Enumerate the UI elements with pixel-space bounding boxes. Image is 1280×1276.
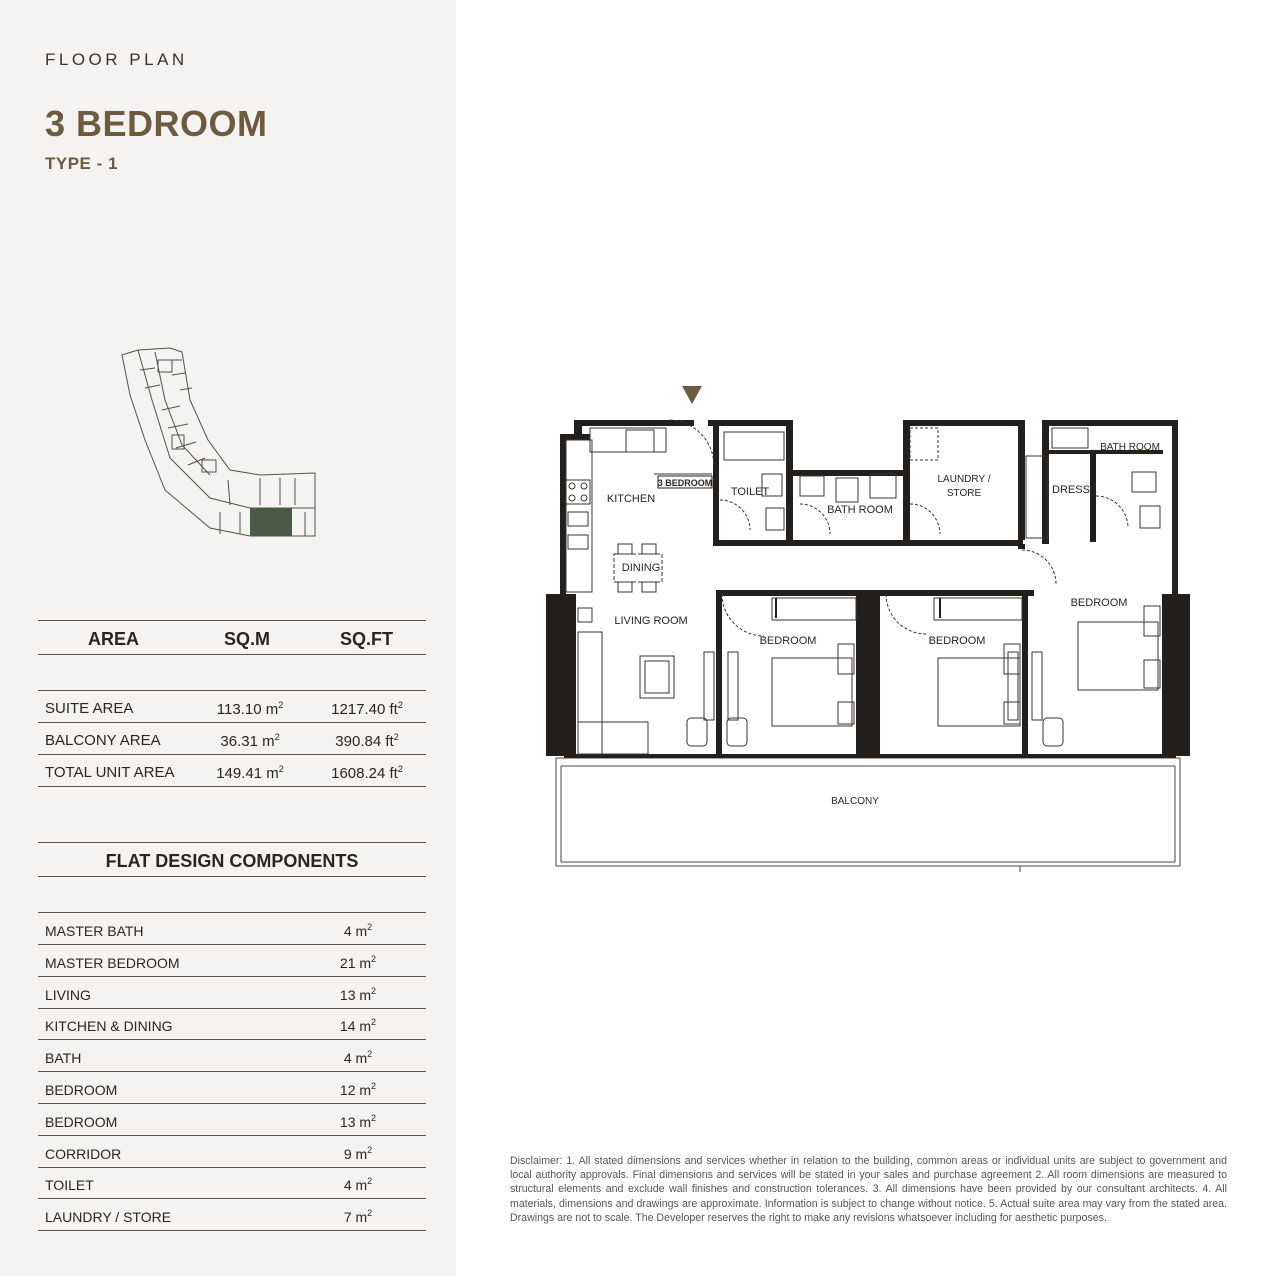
component-name: MASTER BATH (45, 923, 144, 939)
component-row (38, 1039, 426, 1072)
label-dining: DINING (621, 562, 661, 574)
balcony-area (556, 758, 1180, 872)
component-area: 4 $m^2$ (343, 922, 373, 939)
section-eyebrow: FLOOR PLAN (45, 50, 188, 69)
components-title: FLAT DESIGN COMPONENTS (105, 851, 359, 871)
label-balcony: BALCONY (831, 796, 879, 807)
label-toilet: TOILET (730, 486, 770, 498)
sqm-header: SQ.M (224, 629, 271, 649)
left-info-panel (0, 0, 456, 1276)
label-living: LIVING ROOM (614, 615, 688, 627)
component-area: 21 $m^2$ (339, 953, 377, 971)
component-name: KITCHEN & DINING (45, 1018, 173, 1035)
total-area-label: TOTAL UNIT AREA (45, 764, 175, 781)
component-row (38, 912, 426, 945)
label-bath-2: BATH ROOM (1100, 442, 1160, 453)
component-area: 4 $m^2$ (343, 1049, 373, 1067)
page-subtitle: TYPE - 1 (45, 154, 118, 173)
component-area: 14 $m^2$ (339, 1017, 377, 1035)
sqft-header: SQ.FT (340, 629, 393, 649)
component-row (38, 1103, 426, 1136)
component-row (38, 1071, 426, 1104)
disclaimer-text: Disclaimer: 1. All stated dimensions and services whether in relation to the building, common areas or individual units are subject to government and local authority approvals. Final dimensions and services will be stated in your sales and purchase agreement 2. All room dimensions are measured to structural elements and exclude wall finishes and construction tolerances. 3. All dimensions have been provided by our consultant architects. 4. All materials, dimensions and drawings are approximate. Information is subject to change without notice. 5. Actual suite area may vary from the stated area. Drawings are not to scale. The Developer reserves the right to make any revisions whatsoever including for aesthetic purposes. (510, 1155, 1227, 1224)
label-bedroom-1: BEDROOM (759, 635, 817, 647)
suite-area-sqm: 113.10 $m^2$ (216, 700, 284, 718)
component-name: BEDROOM (45, 1113, 118, 1130)
balcony-area-sqm: 36.31 $m^2$ (220, 732, 280, 750)
label-laundry-1: LAUNDRY / (937, 474, 991, 485)
page-title: 3 BEDROOM (45, 103, 268, 144)
component-name: LAUNDRY / STORE (45, 1209, 172, 1226)
component-area: 7 $m^2$ (343, 1208, 373, 1226)
component-row (38, 976, 426, 1009)
label-bedroom-3: BEDROOM (1070, 597, 1128, 609)
component-row (38, 1166, 426, 1199)
label-laundry-2: STORE (946, 488, 982, 499)
component-name: BATH (45, 1050, 82, 1067)
component-row (38, 1007, 426, 1040)
balcony-area-sqft: 390.84 $ft^2$ (335, 732, 399, 750)
key-plan-diagram (110, 340, 330, 550)
component-name: CORRIDOR (45, 1145, 122, 1162)
component-area: 13 $m^2$ (339, 1112, 377, 1130)
walls (546, 420, 1190, 758)
label-kitchen: KITCHEN (606, 493, 656, 505)
label-bath: BATH ROOM (827, 504, 893, 516)
component-area: 12 $m^2$ (339, 1081, 377, 1098)
label-unit-tag: 3 BEDROOM (657, 478, 713, 488)
highlighted-unit (250, 508, 292, 536)
component-name: LIVING (45, 986, 91, 1003)
component-area: 4 $m^2$ (343, 1176, 373, 1194)
component-name: TOILET (45, 1177, 94, 1194)
suite-area-label: SUITE AREA (45, 700, 134, 717)
total-area-sqm: 149.41 $m^2$ (216, 764, 284, 782)
component-name: MASTER BEDROOM (45, 954, 180, 971)
floor-plan-drawing (540, 380, 1200, 880)
balcony-area-label: BALCONY AREA (45, 732, 161, 749)
component-row (38, 1198, 426, 1231)
label-dress: DRESS (1052, 484, 1090, 496)
suite-area-sqft: 1217.40 $ft^2$ (331, 700, 403, 718)
total-area-sqft: 1608.24 $ft^2$ (331, 764, 403, 782)
component-area: 13 $m^2$ (339, 985, 377, 1003)
component-area: 9 $m^2$ (343, 1144, 373, 1162)
entrance-arrow (682, 386, 702, 404)
component-name: BEDROOM (45, 1082, 118, 1098)
component-row (38, 1135, 426, 1168)
label-bedroom-2: BEDROOM (928, 635, 986, 647)
component-row (38, 944, 426, 977)
area-header: AREA (88, 629, 140, 649)
